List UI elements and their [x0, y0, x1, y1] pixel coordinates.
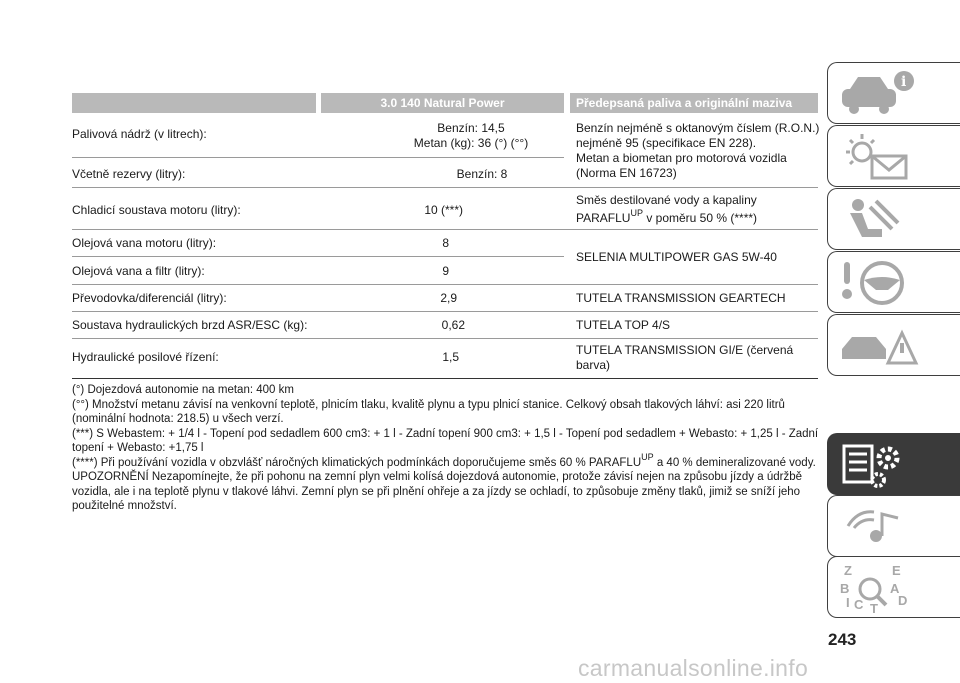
footnote: (***) S Webastem: + 1/4 l - Topení pod sedadlem 600 cm3: + 1 l - Zadní topení 900 cm3: + 1,5 l - Topení pod sedadlem + Webasto: + 1,25 l - Zadní topení + Webasto: +1,75 l [72, 427, 819, 454]
table-header-fluids: Předepsaná paliva a originální maziva [570, 93, 818, 113]
svg-text:i: i [901, 74, 907, 90]
index-letter: I [846, 595, 850, 610]
table-bottom-rule [72, 378, 818, 379]
row-label-gearbox: Převodovka/diferenciál (litry): [72, 291, 227, 305]
divider [72, 187, 818, 188]
tab-alphabetical-index[interactable] [827, 556, 960, 618]
divider [72, 157, 564, 158]
row-value-reserve: Benzín: 8 [456, 167, 508, 181]
gearbox-spec: TUTELA TRANSMISSION GEARTECH [576, 291, 786, 305]
row-value-fuel-tank [321, 121, 561, 151]
coolant-spec-line [576, 208, 820, 226]
fuel-spec-line: Benzín nejméně s oktanovým číslem (R.O.N.) [576, 121, 820, 135]
table-header-engine: 3.0 140 Natural Power [321, 93, 564, 113]
coolant-spec-line: Směs destilované vody a kapaliny [576, 193, 757, 207]
coolant-spec [576, 193, 820, 226]
alphabetical-index-icon [836, 561, 936, 617]
tab-warning-lights[interactable] [827, 125, 960, 187]
fuel-tank-petrol: Benzín: 14,5 [437, 121, 505, 135]
steering-spec [576, 343, 820, 373]
divider [72, 256, 564, 257]
car-info-icon [836, 67, 926, 121]
paraflu-brand: PARAFLU [576, 211, 631, 225]
index-letter: B [840, 581, 850, 596]
divider [72, 229, 818, 230]
fuel-spec-line: (Norma EN 16723) [576, 166, 677, 180]
warning-note: UPOZORNĚNÍ Nezapomínejte, že při pohonu na zemní plyn velmi kolísá dojezdová autonomie, protože závisí nejen na způsobu jízdy a údržbě vozidla, ale i na teplotě plynu v tlakové láhvi. Zemní plyn se při plnění ohřeje a za jízdy se ochladí, to způsobuje změny tlaků, jimiž se sníží jeho použitelné množství. [72, 471, 802, 512]
fuel-spec-line: nejméně 95 (specifikace EN 228). [576, 136, 757, 150]
row-value-coolant: 10 (***) [424, 203, 463, 217]
row-value-oil-filter: 9 [442, 264, 449, 278]
tab-technical-data[interactable] [827, 433, 960, 495]
steering-spec-line: TUTELA TRANSMISSION GI/E (červená [576, 343, 794, 357]
row-label-oil-filter: Olejová vana a filtr (litry): [72, 264, 205, 278]
fuel-tank-methane: Metan (kg): 36 (°) (°°) [413, 136, 529, 150]
warning-lights-icon [836, 130, 926, 184]
row-value-oil-sump: 8 [442, 236, 449, 250]
index-letter: C [854, 597, 864, 612]
row-label-steering: Hydraulické posilové řízení: [72, 350, 219, 364]
technical-data-icon [836, 438, 926, 492]
row-label-fuel-tank: Palivová nádrž (v litrech): [72, 127, 207, 141]
page-number: 243 [828, 630, 857, 649]
tab-road-emergency[interactable] [827, 314, 960, 376]
paraflu-sup: UP [641, 451, 654, 462]
table-header-blank [72, 93, 316, 113]
footnotes [72, 383, 820, 514]
index-letter: E [892, 563, 901, 578]
footnote: (°°) Množství metanu závisí na venkovní teplotě, plnicím tlaku, kvalitě plynu a typu plnicí stanice. Celkový obsah tlakových láhví: asi 220 litrů (nominální hodnota: 218.5) u všech verzí. [72, 398, 785, 425]
footnote: (°) Dojezdová autonomie na metan: 400 km [72, 384, 294, 396]
footnote-text: (****) Při používání vozidla v obzvlášť náročných klimatických podmínkách doporučujeme směs 60 % PARAFLU [72, 456, 642, 469]
row-value-gearbox: 2,9 [440, 291, 457, 305]
steering-spec-line: barva) [576, 358, 611, 372]
footnote [72, 451, 820, 471]
row-label-reserve: Včetně rezervy (litry): [72, 167, 186, 181]
steering-wheel-icon [836, 256, 926, 310]
fuel-spec [576, 121, 820, 181]
tab-multimedia[interactable] [827, 495, 960, 557]
tab-seat-safety[interactable] [827, 188, 960, 250]
road-emergency-icon [836, 319, 926, 373]
row-value-steering: 1,5 [442, 350, 459, 364]
oil-spec: SELENIA MULTIPOWER GAS 5W-40 [576, 250, 777, 264]
tab-steering[interactable] [827, 251, 960, 313]
index-letter: Z [844, 563, 852, 578]
row-label-oil-sump: Olejová vana motoru (litry): [72, 236, 217, 250]
paraflu-sup: UP [630, 208, 643, 218]
brakes-spec: TUTELA TOP 4/S [576, 318, 671, 332]
multimedia-icon [836, 500, 926, 554]
watermark: carmanualsonline.info [578, 655, 809, 681]
fuel-spec-line: Metan a biometan pro motorová vozidla [576, 151, 787, 165]
row-label-brakes: Soustava hydraulických brzd ASR/ESC (kg): [72, 318, 308, 332]
divider [72, 311, 818, 312]
footnote-text: a 40 % demineralizované vody. [653, 456, 816, 469]
row-label-coolant: Chladicí soustava motoru (litry): [72, 203, 241, 217]
index-letter: T [870, 601, 878, 616]
divider [72, 338, 818, 339]
coolant-ratio: v poměru 50 % (****) [642, 211, 758, 225]
seat-safety-icon [836, 193, 926, 247]
index-letter: D [898, 593, 908, 608]
row-value-brakes: 0,62 [441, 318, 465, 332]
divider [72, 284, 818, 285]
index-letter: A [890, 581, 900, 596]
tab-car-info[interactable] [827, 62, 960, 124]
